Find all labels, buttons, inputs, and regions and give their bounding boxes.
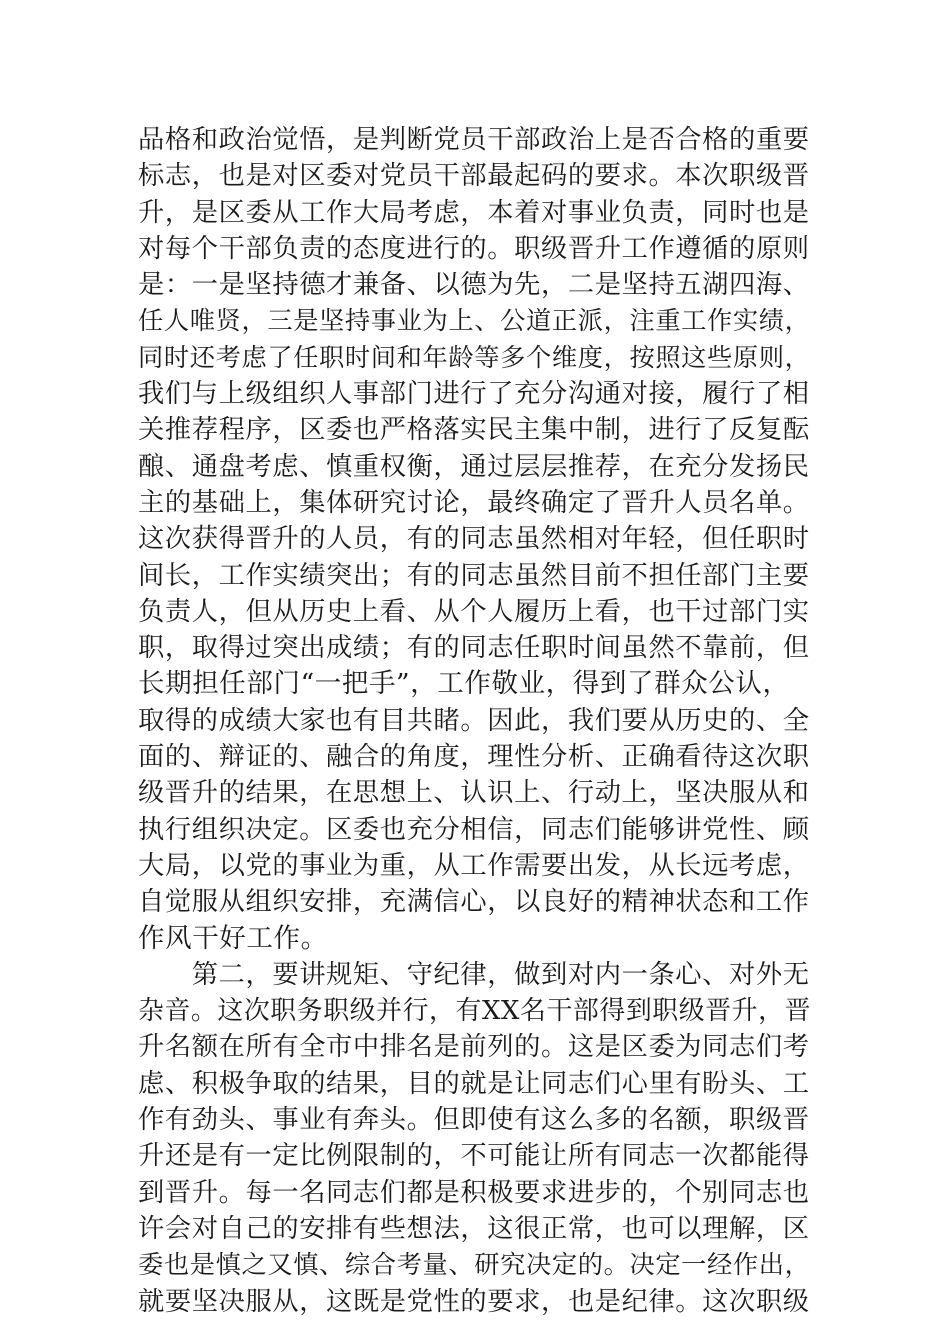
text-line: 同时还考虑了任职时间和年龄等多个维度，按照这些原则， (138, 342, 811, 372)
text-line: 委也是慎之又慎、综合考量、研究决定的。决定一经作出， (138, 1250, 811, 1280)
text-line: 对每个干部负责的态度进行的。职级晋升工作遵循的原则 (138, 233, 810, 264)
text-line: 执行组织决定。区委也充分相信，同志们能够讲党性、顾 (138, 814, 810, 845)
body-text (138, 122, 814, 1320)
text-line: 大局，以党的事业为重，从工作需要出发，从长远考虑， (138, 850, 810, 881)
text-line: 酿、通盘考虑、慎重权衡，通过层层推荐，在充分发扬民 (138, 451, 810, 482)
text-line: 长期担任部门“一把手”，工作敬业，得到了群众公认， (138, 668, 790, 700)
text-line: 关推荐程序，区委也严格落实民主集中制，进行了反复酝 (138, 415, 810, 446)
text-line: 自觉服从组织安排，充满信心，以良好的精神状态和工作 (138, 887, 810, 918)
text-line: 我们与上级组织人事部门进行了充分沟通对接，履行了相 (138, 379, 810, 410)
text-line: 第二，要讲规矩、守纪律，做到对内一条心、对外无 (138, 959, 810, 990)
text-line: 级晋升的结果，在思想上、认识上、行动上，坚决服从和 (138, 778, 810, 809)
text-line: 这次获得晋升的人员，有的同志虽然相对年轻，但任职时 (138, 524, 810, 555)
text-line: 就要坚决服从，这既是党性的要求，也是纪律。这次职级 (138, 1286, 810, 1317)
text-line: 杂音。这次职务职级并行，有XX名干部得到职级晋升，晋 (138, 996, 812, 1027)
text-line: 职，取得过突出成绩；有的同志任职时间虽然不靠前，但 (138, 633, 810, 664)
text-line: 任人唯贤，三是坚持事业为上、公道正派，注重工作实绩， (138, 306, 811, 336)
text-line: 虑、积极争取的结果，目的就是让同志们心里有盼头、工 (138, 1068, 810, 1099)
text-line: 升名额在所有全市中排名是前列的。这是区委为同志们考 (138, 1032, 810, 1063)
text-line: 到晋升。每一名同志们都是积极要求进步的，个别同志也 (138, 1177, 810, 1208)
text-line: 作有劲头、事业有奔头。但即使有这么多的名额，职级晋 (138, 1105, 810, 1136)
text-line: 是：一是坚持德才兼备、以德为先，二是坚持五湖四海、 (138, 270, 810, 301)
text-line: 负责人，但从历史上看、从个人履历上看，也干过部门实 (138, 596, 810, 627)
text-line: 作风干好工作。 (138, 922, 328, 954)
text-line: 主的基础上，集体研究讨论，最终确定了晋升人员名单。 (138, 487, 810, 518)
text-line: 升，是区委从工作大局考虑，本着对事业负责，同时也是 (138, 197, 810, 228)
text-line: 间长，工作实绩突出；有的同志虽然目前不担任部门主要 (138, 560, 810, 591)
text-line: 取得的成绩大家也有目共睹。因此，我们要从历史的、全 (138, 705, 810, 736)
text-line: 标志，也是对区委对党员干部最起码的要求。本次职级晋 (138, 161, 810, 192)
text-line: 升还是有一定比例限制的，不可能让所有同志一次都能得 (138, 1141, 810, 1172)
text-line: 许会对自己的安排有些想法，这很正常，也可以理解，区 (138, 1213, 810, 1244)
text-line: 品格和政治觉悟，是判断党员干部政治上是否合格的重要 (138, 125, 810, 155)
text-line: 面的、辩证的、融合的角度，理性分析、正确看待这次职 (138, 742, 810, 773)
